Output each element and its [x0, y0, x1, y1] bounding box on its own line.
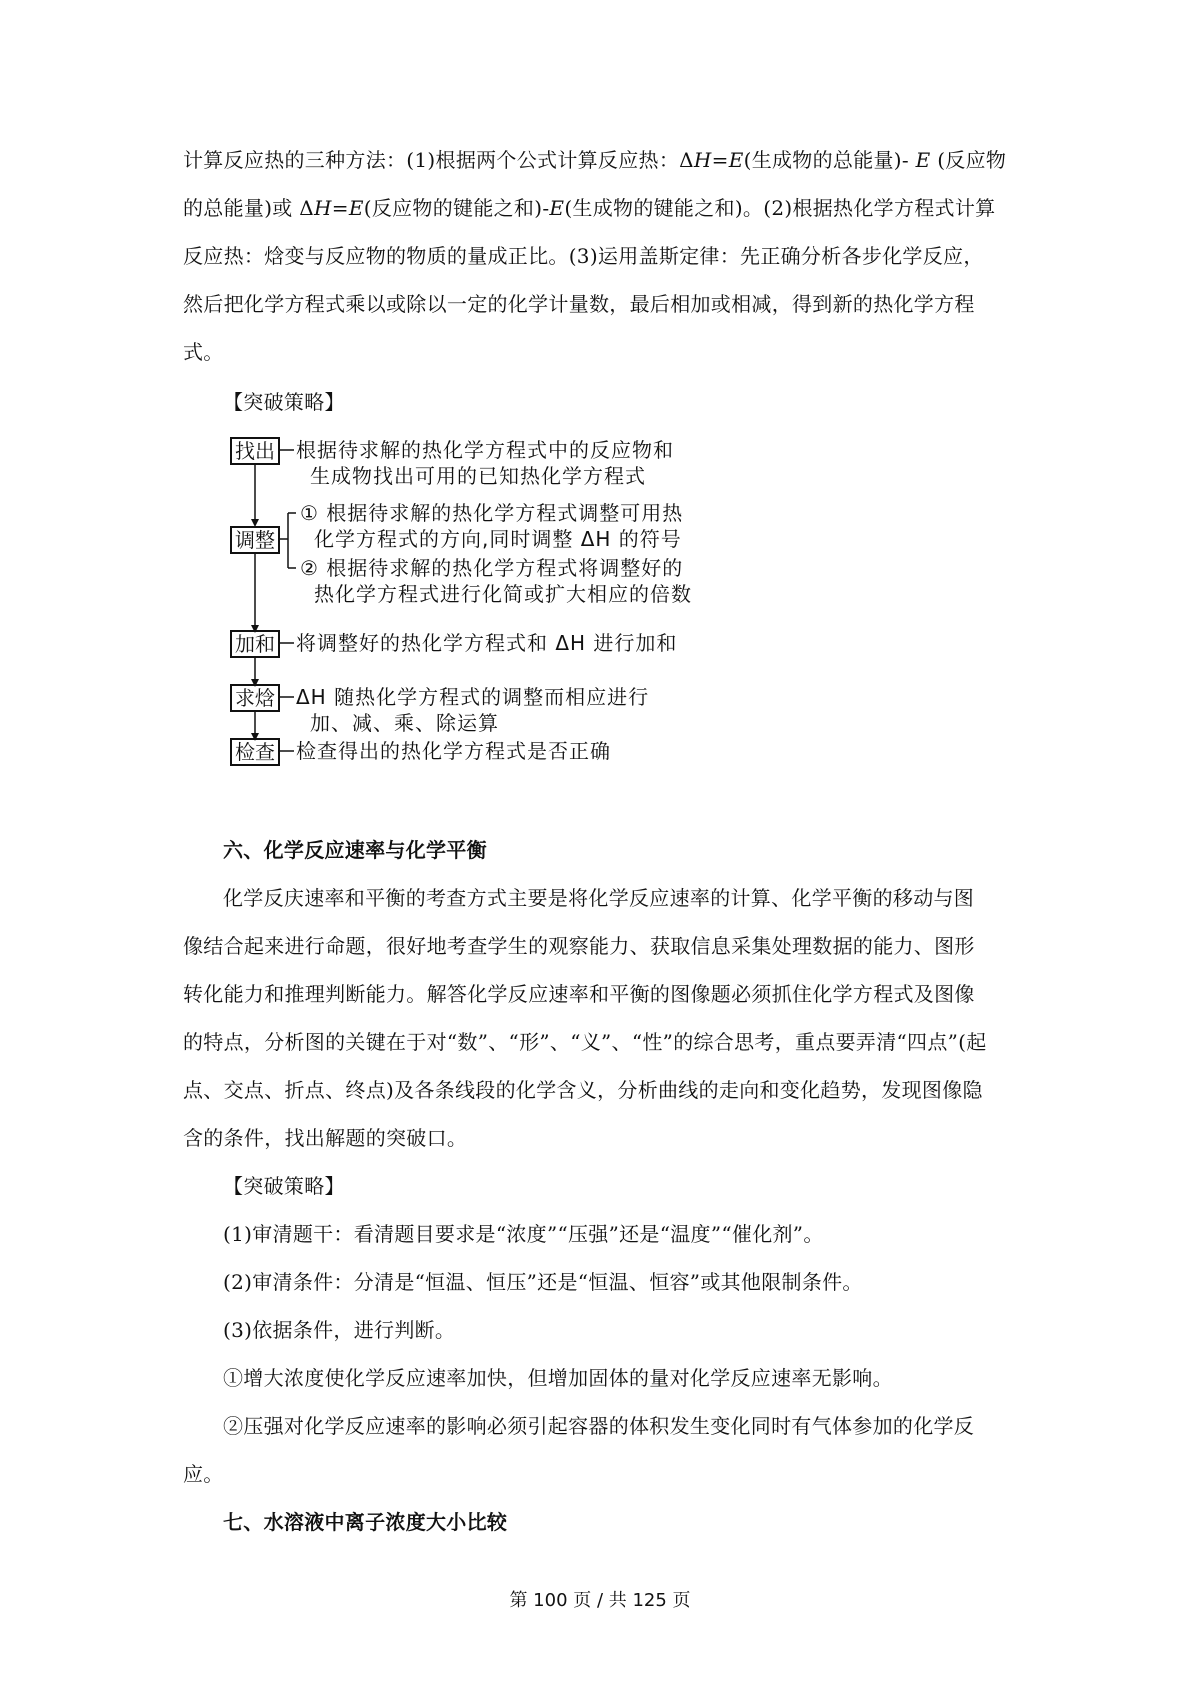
text-run: =: [331, 196, 349, 220]
step-find-box: 找出: [230, 437, 280, 465]
section-heading: 六、化学反应速率与化学平衡: [223, 838, 487, 862]
text-run: 的总能量)或 Δ: [183, 196, 315, 220]
step-enthalpy-box: 求焓: [230, 684, 280, 712]
para-line: [183, 194, 995, 222]
step-find-text: 生成物找出可用的已知热化学方程式: [310, 464, 646, 488]
step-find-text: 根据待求解的热化学方程式中的反应物和: [296, 438, 674, 462]
step-adjust-text-1: 化学方程式的方向,同时调整 ΔH 的符号: [314, 527, 682, 551]
text-run: E: [348, 196, 364, 220]
text-run: H: [693, 148, 712, 172]
para-line: [183, 146, 1006, 174]
step-adjust-box: 调整: [230, 526, 280, 554]
text-run: E: [915, 148, 931, 172]
para-line: 的特点，分析图的关键在于对“数”、“形”、“义”、“性”的综合思考，重点要弄清“四点”(起: [183, 1030, 987, 1054]
text-run: (生成物的键能之和)。(2)根据热化学方程式计算: [564, 196, 996, 220]
para-line: 转化能力和推理判断能力。解答化学反应速率和平衡的图像题必须抓住化学方程式及图像: [183, 982, 975, 1006]
text-run: 计算反应热的三种方法：(1)根据两个公式计算反应热：Δ: [183, 148, 694, 172]
section-heading: 七、水溶液中离子浓度大小比较: [223, 1510, 508, 1534]
strategy-heading: 【突破策略】: [223, 1174, 345, 1198]
strategy-item: (2)审清条件：分清是“恒温、恒压”还是“恒温、恒容”或其他限制条件。: [223, 1270, 863, 1294]
para-line: 像结合起来进行命题，很好地考查学生的观察能力、获取信息采集处理数据的能力、图形: [183, 934, 975, 958]
step-sum-text: 将调整好的热化学方程式和 ΔH 进行加和: [296, 631, 678, 655]
step-adjust-text-2: ② 根据待求解的热化学方程式将调整好的: [300, 556, 684, 580]
strategy-heading: 【突破策略】: [223, 390, 345, 414]
strategy-item: ①增大浓度使化学反应速率加快，但增加固体的量对化学反应速率无影响。: [223, 1366, 893, 1390]
strategy-item: 应。: [183, 1462, 224, 1486]
para-line: 含的条件，找出解题的突破口。: [183, 1126, 468, 1150]
text-run: (反应物: [930, 148, 1007, 172]
step-adjust-text-2: 热化学方程式进行化简或扩大相应的倍数: [314, 582, 692, 606]
strategy-item: (3)依据条件，进行判断。: [223, 1318, 456, 1342]
text-run: E: [549, 196, 565, 220]
step-adjust-text-1: ① 根据待求解的热化学方程式调整可用热: [300, 501, 684, 525]
page-number: 第 100 页 / 共 125 页: [509, 1590, 691, 1611]
strategy-item: ②压强对化学反应速率的影响必须引起容器的体积发生变化同时有气体参加的化学反: [223, 1414, 975, 1438]
text-run: (反应物的键能之和)-: [363, 196, 550, 220]
step-check-text: 检查得出的热化学方程式是否正确: [296, 739, 611, 763]
text-run: =: [711, 148, 729, 172]
thermo-flowchart: [230, 435, 790, 775]
text-run: E: [728, 148, 744, 172]
para-line: 反应热：焓变与反应物的物质的量成正比。(3)运用盖斯定律：先正确分析各步化学反应，: [183, 244, 984, 268]
para-line: 然后把化学方程式乘以或除以一定的化学计量数，最后相加或相减，得到新的热化学方程: [183, 292, 975, 316]
strategy-item: (1)审清题干：看清题目要求是“浓度”“压强”还是“温度”“催化剂”。: [223, 1222, 824, 1246]
step-enthalpy-text: 加、减、乘、除运算: [310, 711, 499, 735]
text-run: (生成物的总能量)-: [743, 148, 916, 172]
para-line: 式。: [183, 340, 224, 364]
step-check-box: 检查: [230, 738, 280, 766]
text-run: H: [314, 196, 332, 220]
step-enthalpy-text: ΔH 随热化学方程式的调整而相应进行: [296, 685, 650, 709]
para-line: 点、交点、折点、终点)及各条线段的化学含义，分析曲线的走向和变化趋势，发现图像隐: [183, 1078, 983, 1102]
step-sum-box: 加和: [230, 630, 280, 658]
para-line: 化学反庆速率和平衡的考查方式主要是将化学反应速率的计算、化学平衡的移动与图: [223, 886, 975, 910]
